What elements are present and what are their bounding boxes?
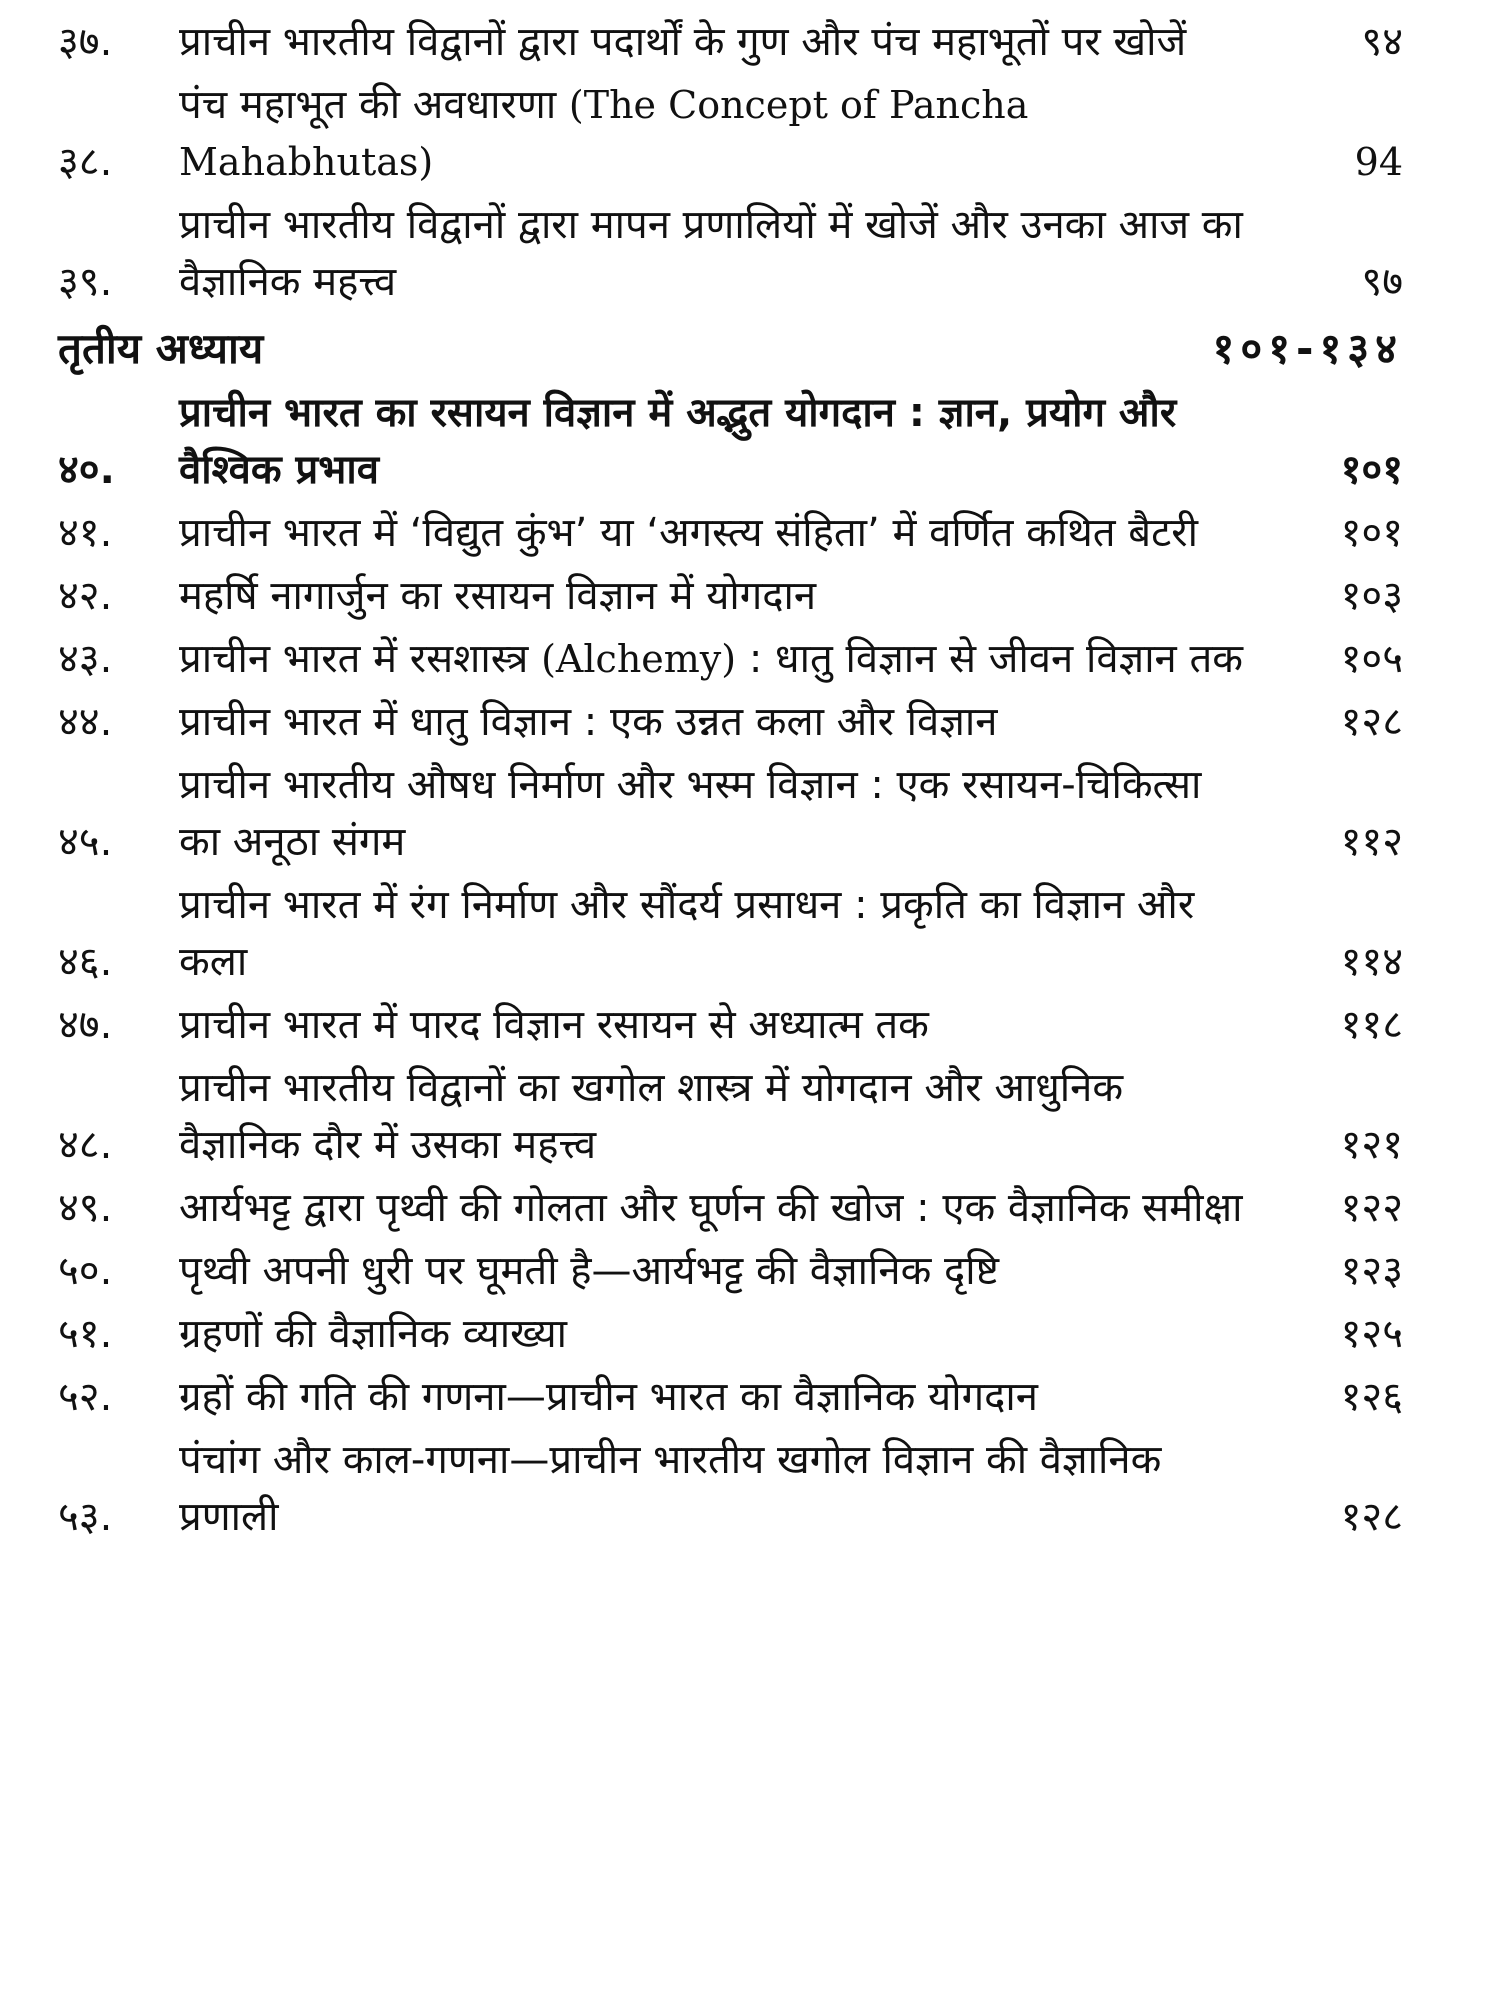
entry-number: ४४. [58,699,113,745]
toc-entry-39 [58,197,1403,311]
entry-number: ३९. [58,259,113,305]
entry-title [173,77,1253,191]
toc-entry-41 [58,505,1403,562]
toc-entry-42 [58,568,1403,625]
entry-title-english: (Alchemy) [541,637,737,681]
entry-title: आर्यभट्ट द्वारा पृथ्वी की गोलता और घूर्णन की खोज : एक वैज्ञानिक समीक्षा [179,1185,1243,1231]
entry-title-hindi-continued: : धातु विज्ञान से जीवन विज्ञान तक [748,636,1243,682]
entry-title: प्राचीन भारत का रसायन विज्ञान में अद्भुत योगदान : ज्ञान, प्रयोग और वैश्विक प्रभाव [179,390,1177,493]
toc-entry-50 [58,1243,1403,1300]
entry-page: १२२ [1340,1185,1403,1231]
table-of-contents [58,14,1403,1552]
entry-page: १२३ [1340,1248,1403,1294]
entry-number: ३८. [58,139,113,185]
entry-number: ४२. [58,573,113,619]
toc-entry-47 [58,997,1403,1054]
toc-entry-44 [58,694,1403,751]
entry-title: प्राचीन भारत में रंग निर्माण और सौंदर्य प्रसाधन : प्रकृति का विज्ञान और कला [179,882,1195,985]
entry-number: ४९. [58,1185,113,1231]
toc-entry-46 [58,877,1403,991]
entry-page: ११४ [1340,939,1403,985]
entry-page: ९७ [1361,259,1403,305]
entry-page: १०१ [1340,510,1403,556]
entry-number: ४५. [58,819,113,865]
entry-title: महर्षि नागार्जुन का रसायन विज्ञान में योगदान [179,573,817,619]
toc-entry-52 [58,1369,1403,1426]
chapter-title: तृतीय अध्याय [58,324,264,373]
entry-page: १२५ [1340,1311,1403,1357]
entry-page: १०५ [1340,636,1403,682]
entry-number: ५०. [58,1248,113,1294]
entry-page: १२६ [1340,1374,1403,1420]
entry-number: ४१. [58,510,113,556]
entry-number: ४८. [58,1122,113,1168]
toc-entry-51 [58,1306,1403,1363]
entry-title-hindi: पंच महाभूत की अवधारणा [179,82,557,128]
chapter-heading [58,319,1403,379]
entry-number: ४७. [58,1002,113,1048]
entry-page: 94 [1354,140,1403,184]
entry-number: ५१. [58,1311,113,1357]
entry-title: प्राचीन भारतीय विद्वानों का खगोल शास्त्र में योगदान और आधुनिक वैज्ञानिक दौर में उसका महत्त्व [179,1065,1124,1168]
entry-number: ४३. [58,636,113,682]
toc-entry-53 [58,1432,1403,1546]
entry-title: पृथ्वी अपनी धुरी पर घूमती है—आर्यभट्ट की वैज्ञानिक दृष्टि [179,1248,999,1294]
toc-entry-38 [58,77,1403,191]
entry-number: ४६. [58,939,113,985]
toc-entry-49 [58,1180,1403,1237]
entry-number: ४०. [58,447,115,493]
entry-title: प्राचीन भारत में ‘विद्युत कुंभ’ या ‘अगस्त्य संहिता’ में वर्णित कथित बैटरी [179,510,1199,556]
entry-title: पंचांग और काल-गणना—प्राचीन भारतीय खगोल विज्ञान की वैज्ञानिक प्रणाली [179,1437,1162,1540]
entry-page: ११८ [1340,1002,1403,1048]
entry-title: ग्रहणों की वैज्ञानिक व्याख्या [179,1311,568,1357]
entry-number: ५२. [58,1374,113,1420]
entry-number: ३७. [58,19,113,65]
entry-number: ५३. [58,1494,113,1540]
toc-entry-48 [58,1060,1403,1174]
toc-entry-37 [58,14,1403,71]
entry-title: प्राचीन भारतीय विद्वानों द्वारा पदार्थों के गुण और पंच महाभूतों पर खोजें [179,19,1187,65]
entry-page: १०१ [1340,447,1403,493]
chapter-page-range: १०१-१३४ [1212,324,1403,373]
entry-page: ९४ [1361,19,1403,65]
entry-page: १०३ [1340,573,1403,619]
entry-title-english: (The Concept of Pancha Mahabhutas) [179,83,1029,184]
entry-title: प्राचीन भारतीय औषध निर्माण और भस्म विज्ञान : एक रसायन-चिकित्सा का अनूठा संगम [179,762,1202,865]
entry-title: ग्रहों की गति की गणना—प्राचीन भारत का वैज्ञानिक योगदान [179,1374,1038,1420]
entry-title: प्राचीन भारत में धातु विज्ञान : एक उन्नत कला और विज्ञान [179,699,998,745]
toc-entry-40 [58,385,1403,499]
toc-entry-45 [58,757,1403,871]
entry-page: १२८ [1340,699,1403,745]
entry-title [173,631,1253,688]
entry-title: प्राचीन भारत में पारद विज्ञान रसायन से अध्यात्म तक [179,1002,929,1048]
entry-page: १२१ [1340,1122,1403,1168]
entry-page: ११२ [1340,819,1403,865]
entry-page: १२८ [1340,1494,1403,1540]
entry-title: प्राचीन भारतीय विद्वानों द्वारा मापन प्रणालियों में खोजें और उनका आज का वैज्ञानिक महत्त्व [179,202,1243,305]
toc-entry-43 [58,631,1403,688]
entry-title-hindi: प्राचीन भारत में रसशास्त्र [179,636,529,682]
